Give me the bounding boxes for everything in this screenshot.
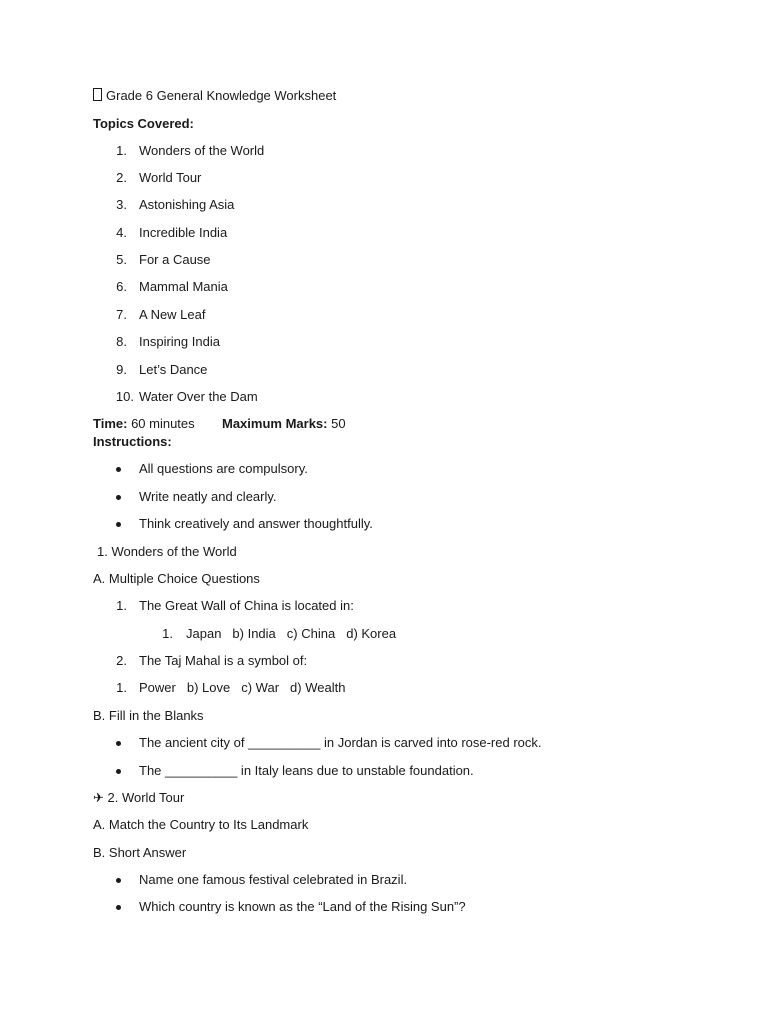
marks-line [222, 416, 346, 432]
time-line [93, 416, 195, 432]
section-part-heading: B. Short Answer [93, 845, 187, 860]
answer-option: c) War [241, 680, 280, 695]
bullet-icon [116, 878, 121, 883]
bullet-icon [116, 467, 121, 472]
time-label: Time: [93, 416, 128, 431]
fill-blank-question: The ancient city of __________ in Jordan is carved into rose-red rock. [139, 735, 542, 750]
answer-option: b) Love [186, 680, 231, 695]
answer-option: c) China [286, 626, 336, 641]
list-item-label: Wonders of the World [139, 143, 265, 158]
option-number: 1. [116, 680, 127, 695]
answer-option: Japan [186, 626, 222, 641]
worksheet-title [93, 88, 336, 104]
list-item-label: Mammal Mania [139, 279, 228, 294]
instructions-heading: Instructions: [93, 434, 172, 449]
list-number: 2. [116, 170, 127, 185]
list-number: 7. [116, 307, 127, 322]
section-heading: ✈ 2. World Tour [93, 790, 185, 805]
section-heading: 1. Wonders of the World [97, 544, 237, 559]
fill-blank-question: The __________ in Italy leans due to unstable foundation. [139, 763, 474, 778]
list-number: 6. [116, 279, 127, 294]
option-number: 1. [162, 626, 173, 641]
list-item-label: World Tour [139, 170, 202, 185]
list-number: 4. [116, 225, 127, 240]
list-item-label: For a Cause [139, 252, 211, 267]
list-number: 3. [116, 197, 127, 212]
bullet-icon [116, 905, 121, 910]
answer-option: d) Korea [346, 626, 397, 641]
topics-heading: Topics Covered: [93, 116, 194, 131]
list-number: 5. [116, 252, 127, 267]
list-number: 1. [116, 143, 127, 158]
bullet-icon [116, 522, 121, 527]
time-value: 60 minutes [131, 416, 195, 431]
list-item-label: Let’s Dance [139, 362, 208, 377]
title-text: Grade 6 General Knowledge Worksheet [106, 88, 337, 103]
bullet-icon [116, 495, 121, 500]
list-item-label: Inspiring India [139, 334, 220, 349]
marks-label: Maximum Marks: [222, 416, 328, 431]
list-item-label: Water Over the Dam [139, 389, 258, 404]
missing-glyph-icon [93, 88, 102, 101]
section-part-heading: B. Fill in the Blanks [93, 708, 204, 723]
short-answer-question: Which country is known as the “Land of the Rising Sun”? [139, 899, 466, 914]
answer-option: Power [139, 680, 176, 695]
marks-value: 50 [331, 416, 346, 431]
list-number: 9. [116, 362, 127, 377]
section-part-heading: A. Multiple Choice Questions [93, 571, 260, 586]
question-number: 1. [116, 598, 127, 613]
question-text: The Great Wall of China is located in: [139, 598, 354, 613]
list-item-label: Astonishing Asia [139, 197, 235, 212]
bullet-icon [116, 769, 121, 774]
bullet-icon [116, 741, 121, 746]
question-text: The Taj Mahal is a symbol of: [139, 653, 308, 668]
question-number: 2. [116, 653, 127, 668]
answer-option: b) India [232, 626, 276, 641]
list-item-label: All questions are compulsory. [139, 461, 308, 476]
list-item-label: Incredible India [139, 225, 228, 240]
list-item-label: Think creatively and answer thoughtfully. [139, 516, 373, 531]
list-item-label: A New Leaf [139, 307, 206, 322]
section-part-heading: A. Match the Country to Its Landmark [93, 817, 309, 832]
short-answer-question: Name one famous festival celebrated in Brazil. [139, 872, 408, 887]
answer-option: d) Wealth [290, 680, 346, 695]
list-number: 10. [115, 389, 134, 404]
list-item-label: Write neatly and clearly. [139, 489, 277, 504]
list-number: 8. [116, 334, 127, 349]
